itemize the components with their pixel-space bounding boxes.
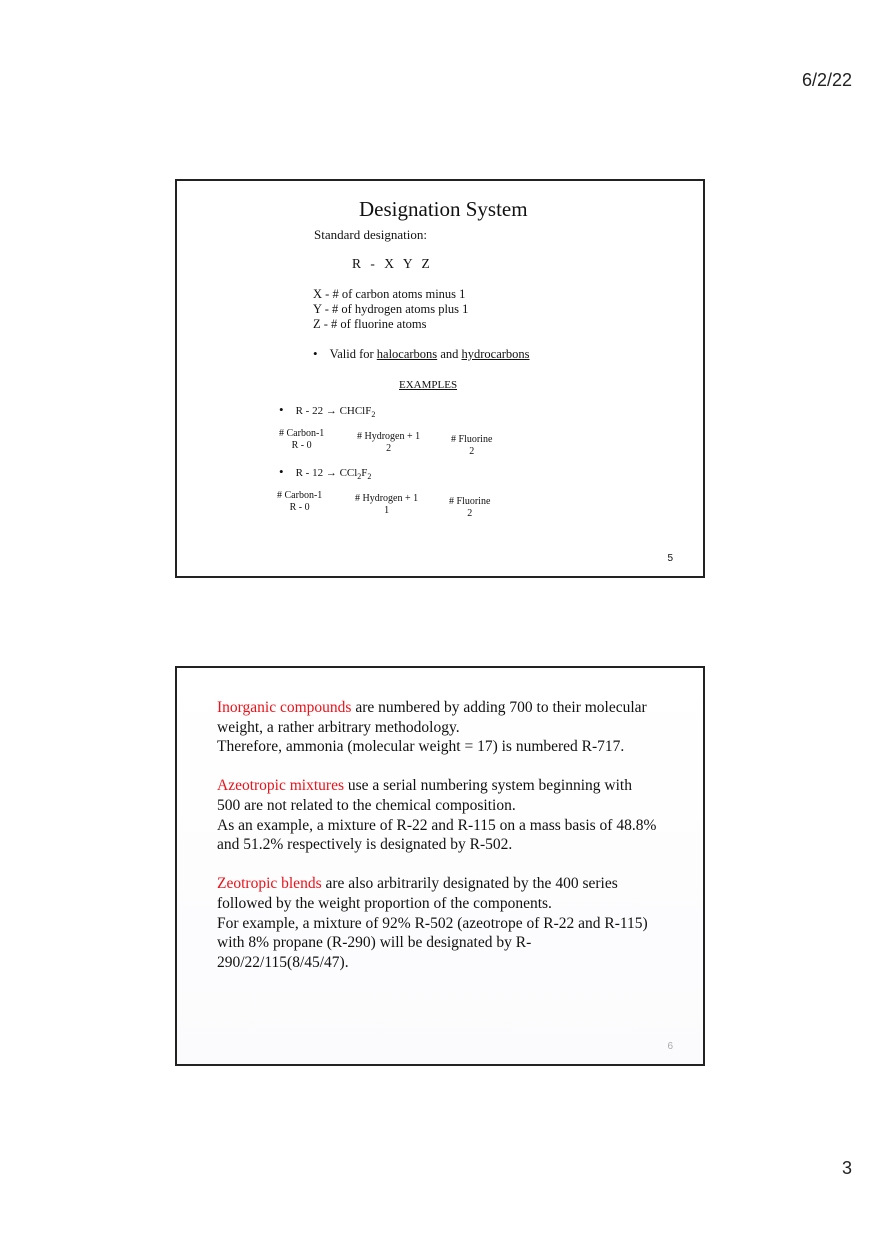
slide-body [217,698,657,992]
page-date: 6/2/22 [801,70,852,90]
standard-designation-label: Standard designation: [314,227,428,242]
example-r12-hydrogen: # Hydrogen + 1 1 [355,493,419,516]
designation-formula: R - X Y Z [352,256,433,271]
term-zeotropic: Zeotropic blends [217,875,322,893]
example-r22-carbon: # Carbon-1 R - 0 [279,428,325,451]
example-r22: • R - 22 → CHClF$_2$ [279,402,375,419]
paragraph-zeotropic: Zeotropic blends are also arbitrarily designated by the 400 series followed by the weight proportion of the components. For example, a mixture of 92% R-502 (azeotrope of R-22 and R-115) with 8% propane (R-290) will be designated by R-290/22/115(8/45/47). [217,875,648,971]
valid-note: • Valid for halocarbons and hydrocarbons [313,346,530,362]
slide-numbering-rules [175,666,705,1066]
definition-x: X - # of carbon atoms minus 1 [313,287,466,301]
example-r12: • $R - 12 \to CCl_2F_2$ [279,464,371,481]
slide-title: Designation System [359,197,528,221]
examples-heading: EXAMPLES [399,379,458,391]
page-number: 3 [841,1158,852,1178]
example-r12-fluorine: # Fluorine 2 [449,496,491,519]
term-inorganic: Inorganic compounds [217,699,352,716]
definition-y: Y - # of hydrogen atoms plus 1 [313,302,469,316]
term-azeotropic: Azeotropic mixtures [217,777,344,795]
example-r22-hydrogen: # Hydrogen + 1 2 [357,431,421,454]
definition-z: Z - # of fluorine atoms [313,317,427,331]
slide-number: 5 [667,553,673,564]
paragraph-azeotropic: Azeotropic mixtures use a serial numbering system beginning with 500 are not related to the chemical composition. As an example, a mixture of R-22 and R-115 on a mass basis of 48.8% and 51.2% respectively is designated by R-502. [217,777,657,854]
example-r12-carbon: # Carbon-1 R - 0 [277,490,323,513]
slide-number: 6 [667,1041,673,1052]
paragraph-inorganic: Inorganic compounds are numbered by adding 700 to their molecular weight, a rather arbitrary methodology. Therefore, ammonia (molecular weight = 17) is numbered R-717. [217,699,647,756]
slide-designation-system [175,179,705,578]
example-r22-fluorine: # Fluorine 2 [451,434,493,457]
